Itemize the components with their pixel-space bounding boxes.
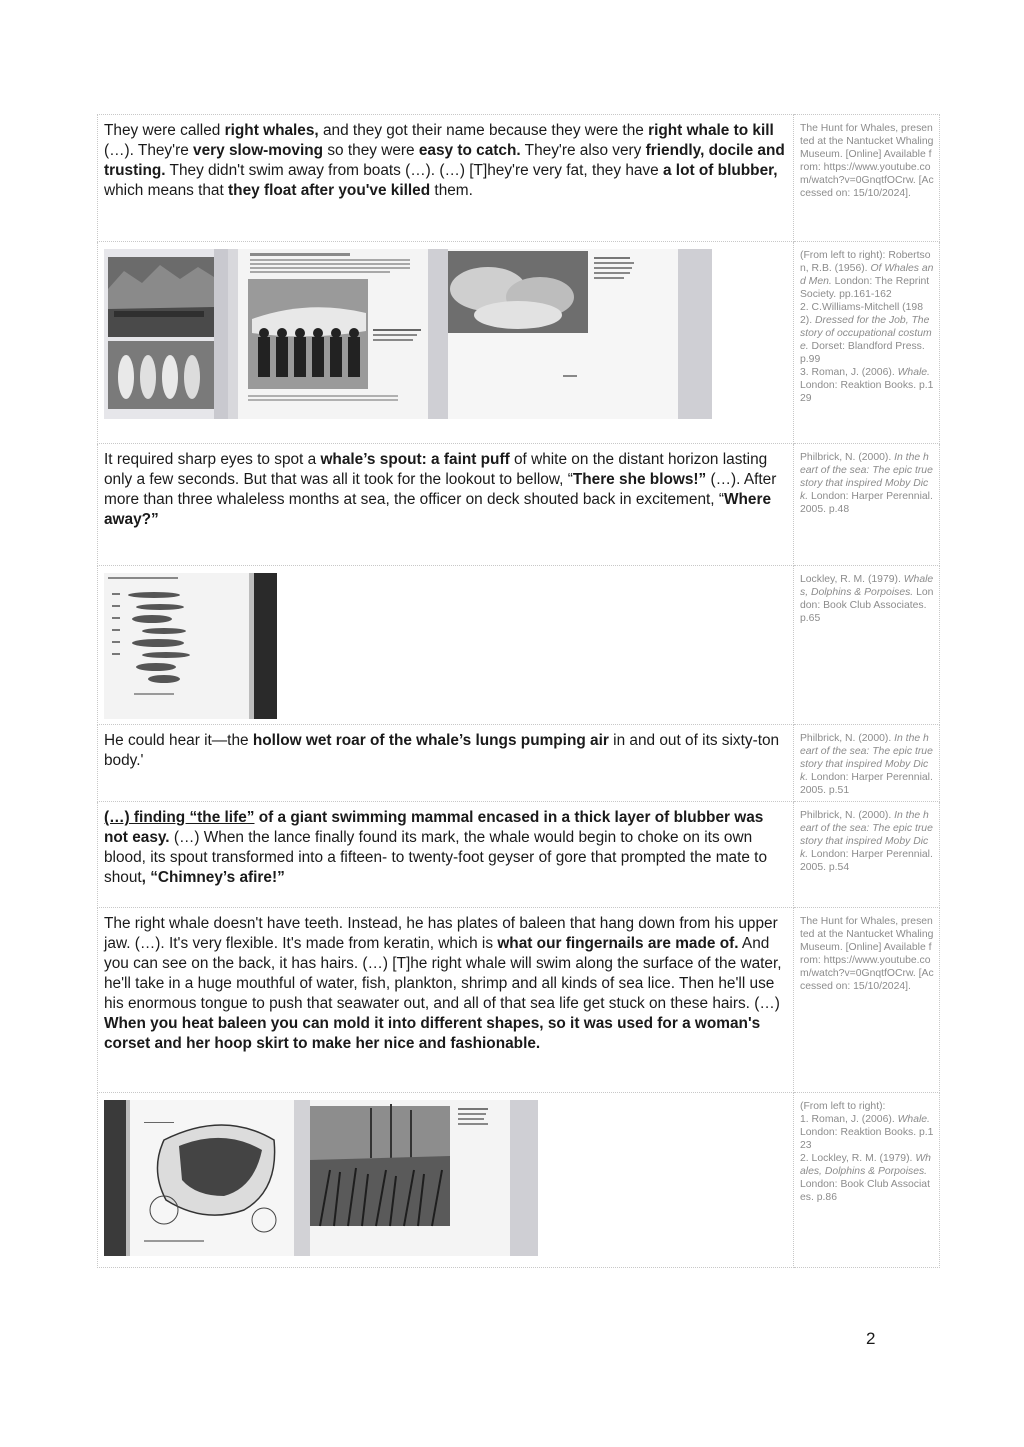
- quote-text-segment: what our fingernails are made of.: [497, 935, 739, 952]
- reference-text-segment: (From left to right): Robertson, R.B. (1956).: [800, 250, 931, 274]
- image-cell: [98, 1093, 794, 1268]
- reference-cell: [794, 908, 940, 1093]
- quote-text-segment: They didn't swim away from boats (…). (…) [T]hey're very fat, they have: [165, 162, 663, 179]
- quote-text-segment: When you heat baleen you can mold it into different shapes, so it was used for a woman's corset and her hoop skirt to make her nice and fashionable.: [104, 1015, 761, 1052]
- quote-text-segment: easy to catch.: [418, 142, 521, 159]
- baleen-drying-photo: [310, 1100, 538, 1256]
- table-row: [98, 725, 940, 802]
- reference-cell: [794, 725, 940, 802]
- quote-text-segment: very slow-moving: [193, 142, 324, 159]
- quote-text-segment: Where away?”: [104, 491, 772, 528]
- reference-cell: [794, 566, 940, 725]
- notes-table: [97, 114, 940, 1268]
- reference-text-segment: London: Book Club Associates. p.86: [800, 1179, 930, 1203]
- quote-text-segment: (…) When the lance finally found its mark, the whale would begin to choke on its own blood, its spout transformed into a fifteen- to twenty-foot geyser of gore that prompted the mate to shout: [104, 829, 768, 886]
- reference-text-segment: Whales, Dolphins & Porpoises.: [800, 1153, 931, 1177]
- quote-text-segment: in and out of its sixty-ton body.': [104, 732, 780, 769]
- reference-text-segment: London: Reaktion Books. p.123: [800, 1127, 934, 1151]
- quote-text-segment: of a giant swimming mammal encased in a thick layer of blubber was not easy.: [104, 809, 764, 846]
- reference-text-segment: London: Harper Perennial. 2005. p.51: [800, 772, 933, 796]
- table-row: [98, 566, 940, 725]
- reference-text-segment: Of Whales and Men.: [800, 263, 934, 287]
- whale-species-chart-photo: [104, 573, 277, 719]
- quote-text-segment: they float after you've killed: [228, 182, 431, 199]
- quote-text-segment: whale’s spout: a faint puff: [320, 451, 510, 468]
- reference-text-segment: London: The Reprint Society. pp.161-162: [800, 276, 930, 300]
- reference-cell: [794, 115, 940, 242]
- reference-text-segment: In the heart of the sea: The epic true story that inspired Moby Dick.: [800, 810, 933, 860]
- reference-text-segment: 2. C.Williams-Mitchell (1982).: [800, 302, 923, 326]
- reference-text-segment: Dressed for the Job, The story of occupational costume.: [800, 315, 932, 352]
- reference-cell: [794, 242, 940, 444]
- quote-text-segment: (…) finding “the life”: [104, 809, 255, 826]
- reference-text-segment: In the heart of the sea: The epic true story that inspired Moby Dick.: [800, 733, 933, 783]
- reference-text-segment: The Hunt for Whales, presented at the Nantucket Whaling Museum. [Online] Available from: https://www.youtube.com/watch?v=0GnqtfOCrw. [Accessed on: 15/10/2024].: [800, 123, 934, 199]
- reference-text-segment: In the heart of the sea: The epic true story that inspired Moby Dick.: [800, 452, 933, 502]
- quote-text-segment: right whales,: [224, 122, 319, 139]
- reference-text-segment: 3. Roman, J. (2006).: [800, 367, 898, 378]
- image-cell: [98, 566, 794, 725]
- quote-text-segment: of white on the distant horizon lasting only a few seconds. But that was all it took for the lookout to bellow, “: [104, 451, 768, 488]
- reference-text-segment: The Hunt for Whales, presented at the Nantucket Whaling Museum. [Online] Available from: https://www.youtube.com/watch?v=0GnqtfOCrw. [Accessed on: 15/10/2024].: [800, 916, 934, 992]
- table-row: [98, 242, 940, 444]
- whaling-station-photo: [104, 249, 228, 419]
- reference-text-segment: London: Harper Perennial. 2005. p.54: [800, 849, 933, 873]
- quote-text-segment: them.: [430, 182, 473, 199]
- table-row: [98, 115, 940, 242]
- quote-text-segment: They were called: [104, 122, 225, 139]
- reference-text-segment: London: Book Club Associates. p.65: [800, 587, 934, 624]
- quote-cell: [98, 115, 794, 242]
- reference-text-segment: Philbrick, N. (2000).: [800, 810, 895, 821]
- reference-text-segment: Whales, Dolphins & Porpoises.: [800, 574, 934, 598]
- quote-text-segment: The right whale doesn't have teeth. Instead, he has plates of baleen that hang down from his upper jaw. (…). It's very flexible. It's made from keratin, which is: [104, 915, 778, 952]
- quote-text-segment: It required sharp eyes to spot a: [104, 451, 321, 468]
- quote-text-segment: so they were: [323, 142, 419, 159]
- quote-text-segment: right whale to kill: [648, 122, 774, 139]
- quote-text-segment: friendly, docile and trusting.: [104, 142, 785, 179]
- reference-text-segment: 2. Lockley, R. M. (1979).: [800, 1153, 916, 1164]
- reference-text-segment: Dorset: Blandford Press. p.99: [800, 341, 925, 365]
- notes-table-container: [97, 114, 940, 1268]
- reference-text-segment: London: Reaktion Books. p.129: [800, 380, 934, 404]
- reference-text-segment: 1. Roman, J. (2006).: [800, 1114, 898, 1125]
- quote-cell: [98, 802, 794, 908]
- reference-text-segment: Lockley, R. M. (1979).: [800, 574, 904, 585]
- table-row: [98, 444, 940, 566]
- quote-text-segment: There she blows!”: [572, 471, 707, 488]
- reference-text-segment: Philbrick, N. (2000).: [800, 733, 895, 744]
- baleen-diagram-photo: [104, 1100, 310, 1256]
- quote-text-segment: which means that: [104, 182, 229, 199]
- page-number: 2: [866, 1329, 876, 1348]
- table-row: [98, 802, 940, 908]
- quote-text-segment: (…). After more than three whaleless months at sea, the officer on deck shouted back in excitement, “: [104, 471, 777, 508]
- quote-cell: [98, 908, 794, 1093]
- quote-text-segment: (…). They're: [104, 142, 194, 159]
- image-cell: [98, 242, 794, 444]
- whalers-crew-photo: [228, 249, 428, 419]
- quote-text-segment: He could hear it—the: [104, 732, 253, 749]
- quote-text-segment: a lot of blubber,: [662, 162, 778, 179]
- reference-text-segment: Whale.: [897, 1114, 930, 1125]
- table-row: [98, 908, 940, 1093]
- reference-cell: [794, 802, 940, 908]
- reference-text-segment: London: Harper Perennial. 2005. p.48: [800, 491, 933, 515]
- quote-text-segment: And you can see on the back, it has hairs. (…) [T]he right whale will swim along the surface of the water, he'll take in a huge mouthful of water, fish, plankton, shrimp and all kinds of sea lice. Then he'll use his enormous tongue to push that seawater out, and all of that sea life get stuck on these hairs. (…): [104, 935, 782, 1012]
- reference-text-segment: Whale.: [897, 367, 930, 378]
- whale-carcass-photo: [428, 249, 712, 419]
- quote-text-segment: hollow wet roar of the whale’s lungs pumping air: [252, 732, 609, 749]
- reference-text-segment: Philbrick, N. (2000).: [800, 452, 895, 463]
- quote-cell: [98, 444, 794, 566]
- quote-cell: [98, 725, 794, 802]
- quote-text-segment: and they got their name because they were the: [318, 122, 649, 139]
- quote-text-segment: , “Chimney’s afire!”: [141, 869, 285, 886]
- reference-cell: [794, 1093, 940, 1268]
- reference-text-segment: (From left to right):: [800, 1101, 886, 1112]
- quote-text-segment: They're also very: [520, 142, 646, 159]
- reference-cell: [794, 444, 940, 566]
- table-row: [98, 1093, 940, 1268]
